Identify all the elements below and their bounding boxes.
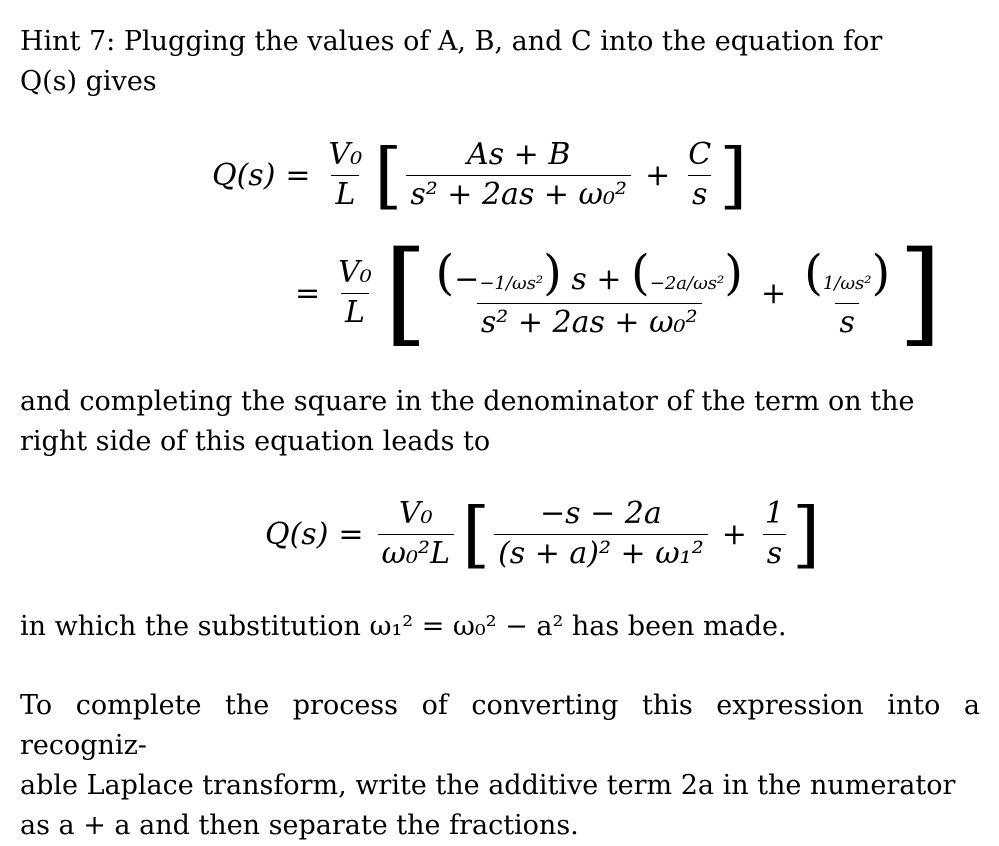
- substitution-paragraph: [20, 607, 980, 647]
- eq2-coef-2: −2a/ωs²: [649, 272, 725, 294]
- eq2-prefactor: $\frac{\text{V₀}}{L}$: [338, 255, 372, 330]
- eq2-fraction-2: $\frac{\text{(1/ωs²)}}{s}$: [804, 244, 891, 340]
- completing-square-paragraph: [20, 382, 980, 462]
- equation-3: Q(s) = $\frac{\text{V₀}}{\text{ω₀²L}}$ [ $\frac{-s - 2a}{\text{(s + a)² + ω₁²}}$ + $\frac{1}{s}$ ]: [265, 492, 821, 576]
- hint-line-1: Hint 7: Plugging the values of A, B, and C into the equation for: [20, 26, 883, 57]
- eq3-lhs: Q(s): [265, 516, 329, 552]
- eq1-fraction-1: $\frac{As + B}{\text{s² + 2as + ω₀²}}$: [406, 138, 631, 212]
- hint-paragraph: [20, 22, 980, 102]
- eq1-prefactor: $\frac{\text{V₀}}{L}$: [328, 137, 363, 212]
- eq2-fraction-1: $\frac{\text{(−−1/ωs²) s + (−2a/ωs²)}}{\text{s² + 2as + ω₀²}}$: [435, 244, 743, 340]
- eq3-fraction-2: $\frac{1}{s}$: [761, 497, 788, 571]
- text4-line-2: able Laplace transform, write the additive term 2a in the numerator: [20, 770, 956, 801]
- text4-line-3: as a + a and then separate the fractions.: [20, 810, 579, 841]
- text2-line-1: and completing the square in the denominator of the term on the: [20, 386, 915, 417]
- hint-line-2: Q(s) gives: [20, 66, 157, 97]
- text3-line: in which the substitution ω₁² = ω₀² − a² has been made.: [20, 611, 787, 642]
- eq3-fraction-1: $\frac{-s - 2a}{\text{(s + a)² + ω₁²}}$: [494, 497, 708, 571]
- eq2-coef-1: −1/ωs²: [479, 272, 544, 294]
- eq1-fraction-2: $\frac{C}{s}$: [688, 137, 712, 212]
- eq3-prefactor: $\frac{\text{V₀}}{\text{ω₀²L}}$: [378, 497, 454, 571]
- equation-2: = $\frac{\text{V₀}}{L}$ [ $\frac{\text{(−−1/ωs²) s + (−2a/ωs²)}}{\text{s² + 2as + ω₀²}}$ + $\frac{\text{(1/ωs²)}}{s}$ ]: [295, 228, 942, 358]
- completion-paragraph: [20, 686, 980, 846]
- equation-1: Q(s) = $\frac{\text{V₀}}{L}$ [ $\frac{As + B}{\text{s² + 2as + ω₀²}}$ + $\frac{C}{s}$ ]: [212, 133, 748, 217]
- text4-line-1: To complete the process of converting this expression into a recogniz-: [20, 690, 980, 761]
- text2-line-2: right side of this equation leads to: [20, 426, 491, 457]
- eq1-lhs: Q(s): [212, 157, 276, 193]
- eq2-coef-3: 1/ωs²: [822, 272, 872, 294]
